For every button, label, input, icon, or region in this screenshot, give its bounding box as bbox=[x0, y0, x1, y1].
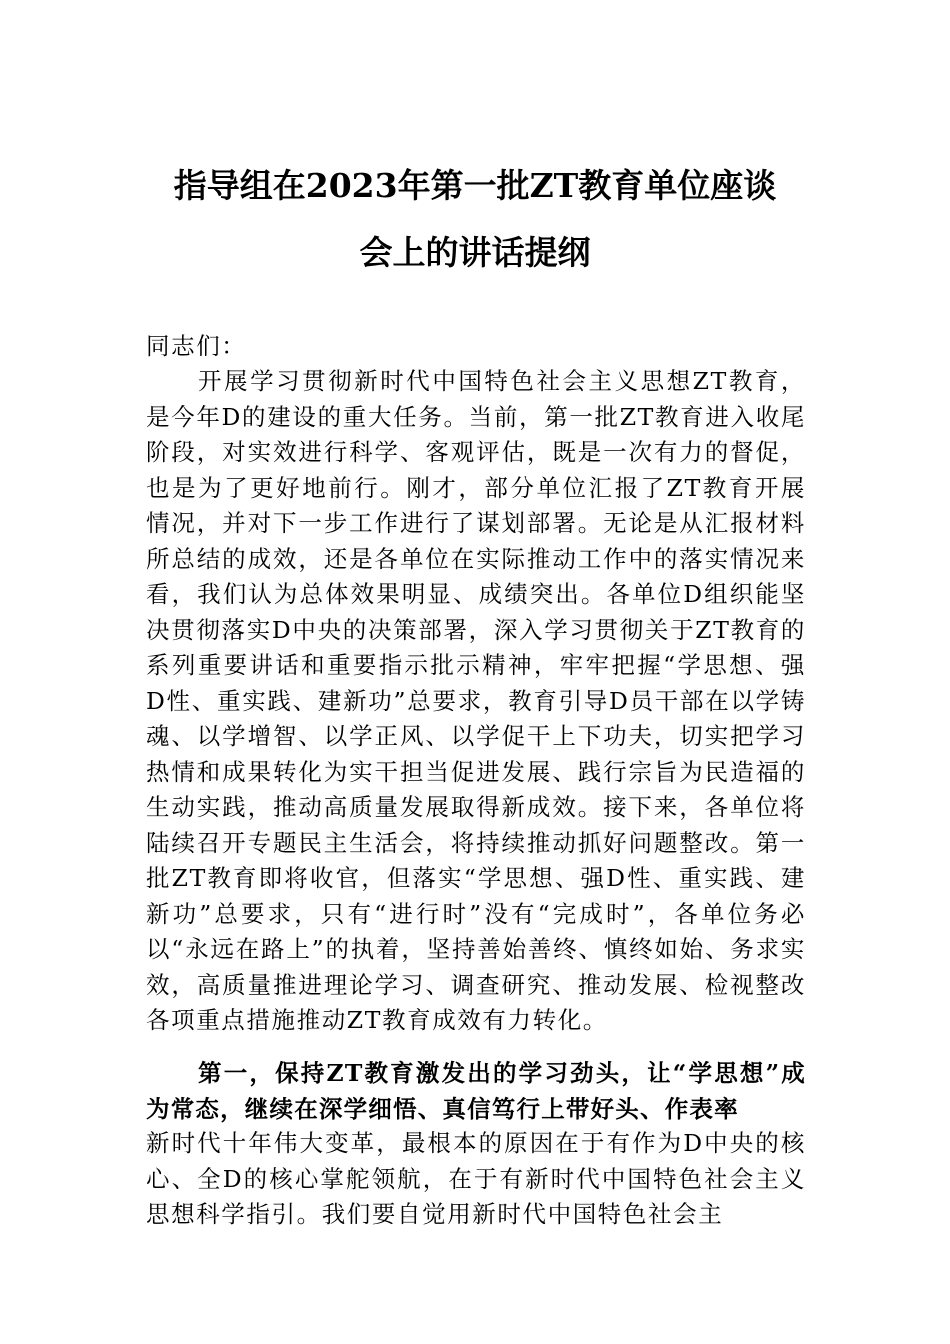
section-heading-1: 第一，保持ZT教育激发出的学习劲头，让“学思想”成为常态，继续在深学细悟、真信笃行上带好头、作表率 bbox=[146, 1059, 806, 1123]
body-paragraph-1: 开展学习贯彻新时代中国特色社会主义思想ZT教育，是今年D的建设的重大任务。当前，第一批ZT教育进入收尾阶段，对实效进行科学、客观评估，既是一次有力的督促，也是为了更好地前行。刚才，部分单位汇报了ZT教育开展情况，并对下一步工作进行了谋划部署。无论是从汇报材料所总结的成效，还是各单位在实际推动工作中的落实情况来看，我们认为总体效果明显、成绩突出。各单位D组织能坚决贯彻落实D中央的决策部署，深入学习贯彻关于ZT教育的系列重要讲话和重要指示批示精神，牢牢把握“学思想、强D性、重实践、建新功”总要求，教育引导D员干部在以学铸魂、以学增智、以学正风、以学促干上下功夫，切实把学习热情和成果转化为实干担当促进发展、践行宗旨为民造福的生动实践，推动高质量发展取得新成效。接下来，各单位将陆续召开专题民主生活会，将持续推动抓好问题整改。第一批ZT教育即将收官，但落实“学思想、强D性、重实践、建新功”总要求，只有“进行时”没有“完成时”，各单位务必以“永远在路上”的执着，坚持善始善终、慎终如始、务求实效，高质量推进理论学习、调查研究、推动发展、检视整改各项重点措施推动ZT教育成效有力转化。 bbox=[146, 367, 806, 1034]
body-paragraph-2: 新时代十年伟大变革，最根本的原因在于有作为D中央的核心、全D的核心掌舵领航，在于有新时代中国特色社会主义思想科学指引。我们要自觉用新时代中国特色社会主 bbox=[146, 1129, 806, 1228]
document-title-line-2: 会上的讲话提纲 bbox=[359, 233, 591, 272]
greeting: 同志们： bbox=[146, 332, 247, 360]
document-title-line-1: 指导组在2023年第一批ZT教育单位座谈 bbox=[173, 166, 777, 205]
